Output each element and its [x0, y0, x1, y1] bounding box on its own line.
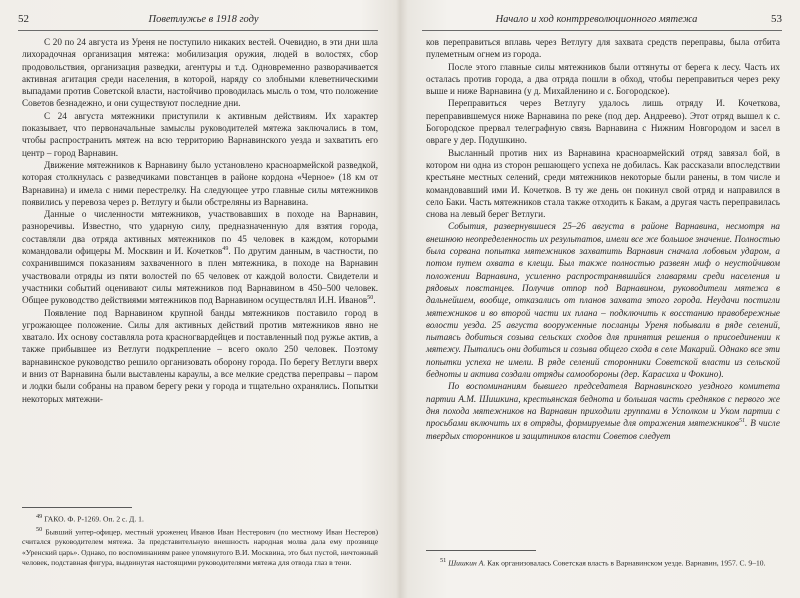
footnote	[426, 556, 780, 569]
right-page-header	[422, 10, 782, 28]
running-head: Начало и ход контрреволюционного мятежа	[495, 13, 698, 25]
page-number: 53	[771, 13, 782, 25]
paragraph: События, развернувшиеся 25–26 августа в районе Варнавина, несмотря на внешнюю неопределенность их результатов, имели все же большое значение. Полностью была сорвана попытка мятежников захватить Варнавин сначала лобовым ударом, а потом путем охвата в клещи. Был также полностью развеян миф о неустойчивом положении Варнавина, усиленно распространявшийся главарями среди населения и рядовых повстанцев. Получив отпор под Варнавином, руководители мятежа в дальнейшем, вообще, отказались от планов захвата этого города. Неудачи постигли мятежников и во второй части их плана – подключить к восстанию правобережные волости уезда. 25 августа вооруженные посланцы Уреня побывали в ряде селений, пытаясь добиться созыва сельских сходов для принятия решения о присоединении к мятежу. Пытались они добиться и созыва общего схода в селе Макарий. Однако все эти попытки успеха не имели. В ряде селений сторонники Советской власти из сельской бедноты и актива создали отряды самообороны (дер. Карасиха и Фокино).	[426, 221, 780, 380]
footnote-ref[interactable]: 51	[739, 418, 746, 425]
paragraph-text: В числе твердых сторонников и защитников власти Советов следует	[426, 418, 780, 441]
footnote-rule	[22, 507, 132, 508]
footnote	[22, 512, 378, 525]
paragraph: Переправиться через Ветлугу удалось лишь отряду И. Кочеткова, переправившемуся ниже Варнавина по реке (под дер. Андреево). Этот отряд вышел к с. Богородское прервал телеграфную связь Варнавина с Нижним Новгородом и засел в овраге у дер. Подушкино.	[426, 98, 780, 146]
footnote-ref[interactable]: 50	[367, 295, 374, 302]
paragraph	[22, 208, 378, 306]
header-rule	[18, 30, 378, 31]
paragraph: Движение мятежников к Варнавину было установлено красноармейской разведкой, которая столкнулась с разведчиками повстанцев в районе кордона «Черное» (18 км от Варнавина) и имела с ними перестрелку. На следующее утро главные силы мятежников появились у перевоза через р. Ветлугу и были обстреляны из Варнавина.	[22, 159, 378, 207]
paragraph: Появление под Варнавином крупной банды мятежников поставило город в угрожающее положение. Силы для активных действий против мятежников явно не хватало. Их основу составляла рота красногвардейцев и поставленный под ружье актив, а также прибывшее из Ветлуги подкрепление – всего около 250 человек. Поэтому варнавинское руководство решило организовать оборону города. По берегу Ветлуги вверх и вниз от Варнавина были выставлены караулы, а все мелкие средства переправы – паром и лодки были собраны на правом берегу реки у города и тщательно охранялись. Попытки некоторых мятежни-	[22, 307, 378, 404]
paragraph: С 20 по 24 августа из Уреня не поступило никаких вестей. Очевидно, в эти дни шла лихорадочная организация мятежа: мобилизация оружия, людей в волостях, сбор продовольствия, организация разведки, агентуры и т.д. Одновременно разворачивается активная агитация среди населения, в которой, наряду со злобными клеветническими выпадами против Советской власти, настойчиво проводилась мысль о том, что положение Советов безнадежно, и они существуют последние дни.	[22, 37, 378, 109]
footnote-text: Как организовалась Советская власть в Варнавинском уезде. Варнавин, 1957. С. 9–10.	[485, 558, 766, 568]
footnote-ref[interactable]: 49	[222, 245, 229, 252]
right-page-body	[426, 36, 780, 442]
paragraph: С 24 августа мятежники приступили к активным действиям. Их характер показывает, что первоначальные замыслы руководителей мятежа заключались в том, чтобы распространить мятеж на всю территорию Варнавинского уезда и захватить его центр – город Варнавин.	[22, 110, 378, 158]
paragraph: ков переправиться вплавь через Ветлугу для захвата средств переправы, была отбита пулеметным огнем из города.	[426, 37, 780, 60]
footnote-text: Бывший унтер-офицер, местный уроженец Иванов Иван Нестерович (по местному Иван Нестеров) считался руководителем мятежа. За представительную внешность народная молва дала ему прозвище «Уренский царь». Однако, по воспоминаниям ранее упомянутого В.И. Москвина, это был пустой, ничтожный человек, подставная фигура, выдвинутая настоящими руководителями мятежа для отвода глаз в тени.	[22, 527, 378, 567]
footnote	[22, 525, 378, 568]
header-rule	[422, 30, 782, 31]
paragraph-text: .	[373, 295, 376, 306]
footnote-author: Шишкин А.	[448, 558, 486, 568]
footnote-number: 49	[36, 513, 43, 520]
page-number: 52	[18, 13, 29, 25]
footnote-text: ГАКО. Ф. Р-1269. Оп. 2 с. Д. 1.	[44, 514, 144, 524]
paragraph: После этого главные силы мятежников были оттянуты от берега к лесу. Часть их осталась против города, а два отряда пошли в обход, чтобы переправиться через реку выше и ниже Варнавина (у д. Михайленино и с. Богородское).	[426, 61, 780, 97]
left-page-header	[18, 10, 378, 28]
paragraph-text: Данные о численности мятежников, участвовавших в походе на Варнавин, разноречивы. Известно, что ударную силу, предназначенную для взятия города, составляли два отряда активных мятежников по 45 человек в каждом, которыми командовали офицеры М. Москвин и И. Кочетков	[22, 209, 378, 257]
paragraph	[426, 380, 780, 441]
footnote-number: 50	[36, 525, 43, 533]
paragraph-text: По воспоминаниям бывшего председателя Варнавинского уездного комитета партии А.М. Шишкина, крестьянская беднота и большая часть средняков с первого же дня похода мятежников на Варнавин приходили группами в Усполком и Уком партии с просьбами включить их в отряды, формируемые для отражения мятежников	[426, 381, 780, 429]
paragraph: Высланный против них из Варнавина красноармейский отряд завязал бой, в котором ни одна из сторон решающего успеха не добилась. Как рассказали впоследствии крестьяне местных селений, среди мятежников некоторые были ранены, в том числе и командовавший ими И. Кочетков. В ту же день он покинул свой отряд и направился в село Баки. Часть мятежников стала также отходить к Бакам, а другая часть переправилась снова на левый берег Ветлуги.	[426, 147, 780, 220]
footnote-number: 51	[440, 557, 447, 564]
paragraph-text: .	[745, 418, 748, 429]
left-page-body	[22, 36, 378, 405]
paragraph-text: Свидетели и участники событий оценивают силы мятежников под Варнавином в 450–500 человек. Общее руководство действиями мятежников под Варнавином осуществлял И.Н. Иванов	[22, 270, 379, 306]
running-head: Поветлужье в 1918 году	[148, 13, 259, 25]
paragraph-text: . По другим данным, в частности, по сохранившимся показаниям захваченного в плен мятежника, в походе на Варнавин участвовали отряды из пяти волостей по 65 человек от каждой волости.	[22, 246, 378, 281]
right-page	[400, 0, 800, 598]
footnote-rule	[426, 550, 536, 551]
footnotes	[426, 556, 780, 569]
footnotes	[22, 512, 378, 568]
